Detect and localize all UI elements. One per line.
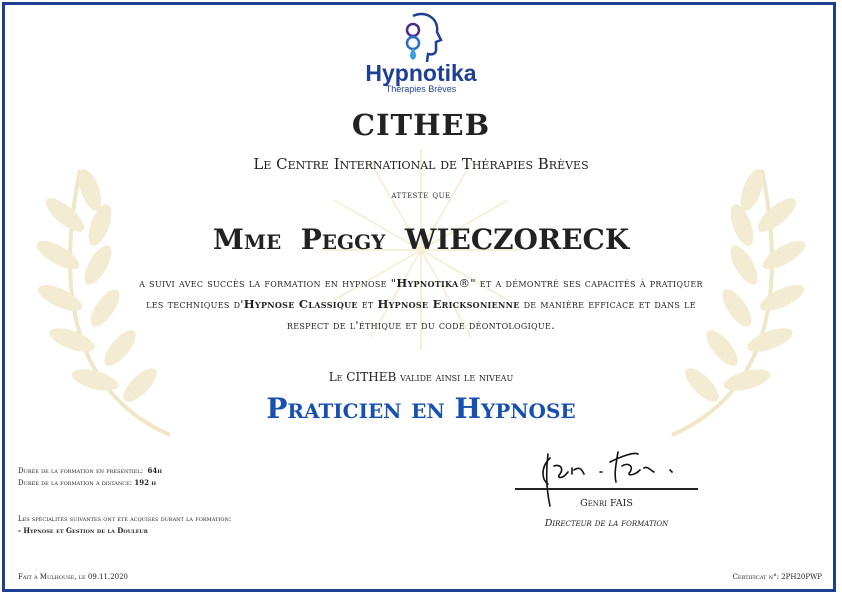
desc-part-1: a suivi avec succès la formation en hypnose " — [139, 276, 397, 290]
training-hours — [18, 465, 162, 489]
desc-part-3: et — [357, 297, 378, 311]
skill-item-text: - Hypnose et Gestion de la Douleur — [18, 526, 148, 535]
hypnotika-logo — [361, 12, 481, 98]
org-acronym: CITHEB — [351, 108, 491, 142]
acquired-skills — [18, 514, 231, 537]
head-profile-logo-icon — [399, 12, 443, 64]
presential-label: Durée de la formation en présentiel: — [18, 467, 144, 475]
presential-hours — [18, 465, 162, 477]
signature-line — [515, 488, 698, 490]
desc-technique-2: Hypnose Ericksonienne — [377, 297, 520, 311]
logo-wordmark: Hypnotika — [365, 60, 477, 86]
org-full-name: Le Centre International de Thérapies Brèves — [253, 155, 589, 173]
recipient-name: Mme Peggy WIECZORECK — [212, 223, 630, 256]
desc-technique-1: Hypnose Classique — [243, 297, 358, 311]
distance-label: Durée de la formation à distance: — [18, 479, 133, 487]
presential-value: 64h — [147, 466, 162, 475]
validation-text: Le CITHEB valide ainsi le niveau — [328, 370, 514, 384]
desc-brand: Hypnotika — [396, 276, 459, 290]
director-signature-icon — [510, 440, 710, 530]
signer-name: Genri FAIS — [580, 498, 633, 509]
distance-hours — [18, 477, 162, 489]
achievement-description — [130, 273, 712, 336]
desc-part-4: de manière efficace et dans le respect de l'éthique et du code déontologique. — [286, 297, 696, 332]
place-date: Fait à Mulhouse, le 09.11.2020 — [18, 573, 129, 581]
skill-item — [18, 525, 231, 537]
desc-part-2: ®" et a démontré ses capacités à pratiquer les techniques d' — [146, 276, 703, 311]
certified-level: Praticien en Hypnose — [266, 392, 576, 425]
skills-label: Les spécialités suivantes ont été acquises durant la formation: — [18, 515, 232, 523]
signer-role: Directeur de la formation — [544, 518, 669, 529]
certificate-number: Certificat n°: 2PH20PWP — [732, 573, 822, 581]
logo-subtitle: Thérapies Brèves — [385, 84, 457, 94]
attest-text: atteste que — [391, 190, 451, 201]
distance-value: 192 h — [134, 478, 157, 487]
